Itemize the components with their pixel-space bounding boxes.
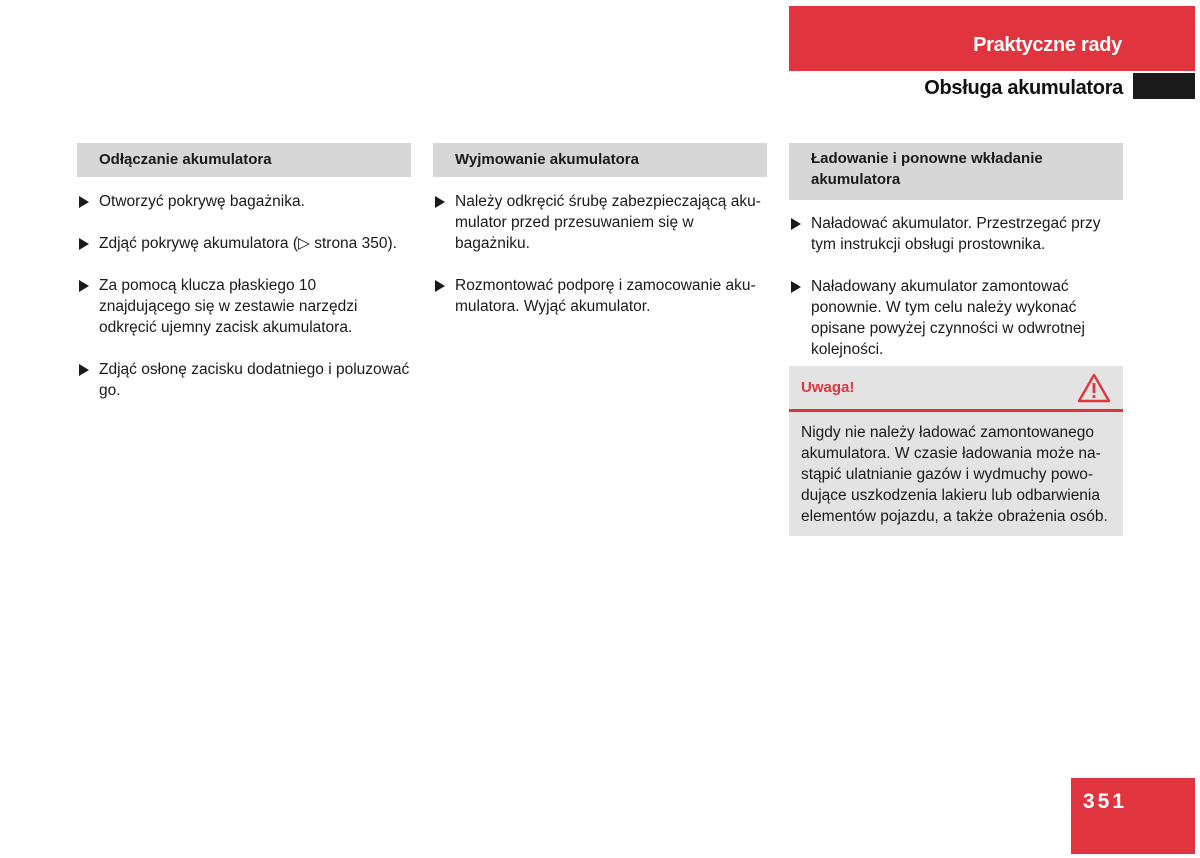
step-list [77, 191, 411, 401]
step-marker-icon [79, 280, 89, 292]
step-text: Należy odkręcić śrubę zabezpieczającą akumulator przed przesuwaniem się w bagażniku. [455, 193, 761, 252]
chapter-tab [789, 6, 1195, 71]
step-marker-icon [435, 196, 445, 208]
step-text: Naładowany akumulator zamontować ponownie. W tym celu należy wykonać opisane powyżej czynności w odwrotnej kolejności. [811, 278, 1085, 358]
column-header: Ładowanie i ponowne wkładanie akumulatora [789, 143, 1123, 200]
section-bar [1133, 73, 1195, 99]
column-header: Odłączanie akumulatora [77, 143, 411, 177]
step-item [433, 191, 767, 254]
warning-triangle-icon [1077, 373, 1111, 403]
warning-header [789, 366, 1123, 412]
column-remove-battery [433, 143, 767, 338]
page-number-tab [1071, 778, 1195, 854]
page-number: 351 [1083, 790, 1128, 813]
warning-label: Uwaga! [801, 379, 855, 396]
step-item [433, 275, 767, 317]
step-text: Otworzyć pokrywę bagażnika. [99, 193, 305, 210]
step-item [789, 276, 1123, 360]
step-text: Za pomocą klucza płaskiego 10 znajdującego się w zestawie narzędzi odkręcić ujemny zacisk akumulatora. [99, 277, 358, 336]
step-marker-icon [791, 218, 801, 230]
step-marker-icon [791, 281, 801, 293]
chapter-title: Praktyczne rady [973, 34, 1122, 56]
step-list [433, 191, 767, 317]
step-marker-icon [79, 238, 89, 250]
step-marker-icon [79, 364, 89, 376]
warning-box [789, 366, 1123, 536]
step-item [77, 359, 411, 401]
step-item [789, 213, 1123, 255]
column-header: Wyjmowanie akumulatora [433, 143, 767, 177]
step-text: Zdjąć osłonę zacisku dodatniego i poluzować go. [99, 361, 410, 399]
step-marker-icon [79, 196, 89, 208]
step-text: Rozmontować podporę i zamocowanie akumulatora. Wyjąć akumulator. [455, 277, 756, 315]
warning-text: Nigdy nie należy ładować zamontowanego akumulatora. W czasie ładowania może nastąpić ulatnianie gazów i wydmuchy powodujące uszkodzenia lakieru lub odbarwienia elementów pojazdu, a także obrażenia osób. [801, 424, 1108, 525]
column-charge-battery [789, 143, 1123, 381]
step-item [77, 191, 411, 212]
step-list [789, 213, 1123, 360]
step-item [77, 233, 411, 254]
step-text: Zdjąć pokrywę akumulatora (▷ strona 350). [99, 235, 397, 252]
step-item [77, 275, 411, 338]
section-title: Obsługa akumulatora [924, 77, 1123, 99]
step-text: Naładować akumulator. Przestrzegać przy tym instrukcji obsługi prostownika. [811, 215, 1101, 253]
step-marker-icon [435, 280, 445, 292]
column-disconnect-battery [77, 143, 411, 422]
